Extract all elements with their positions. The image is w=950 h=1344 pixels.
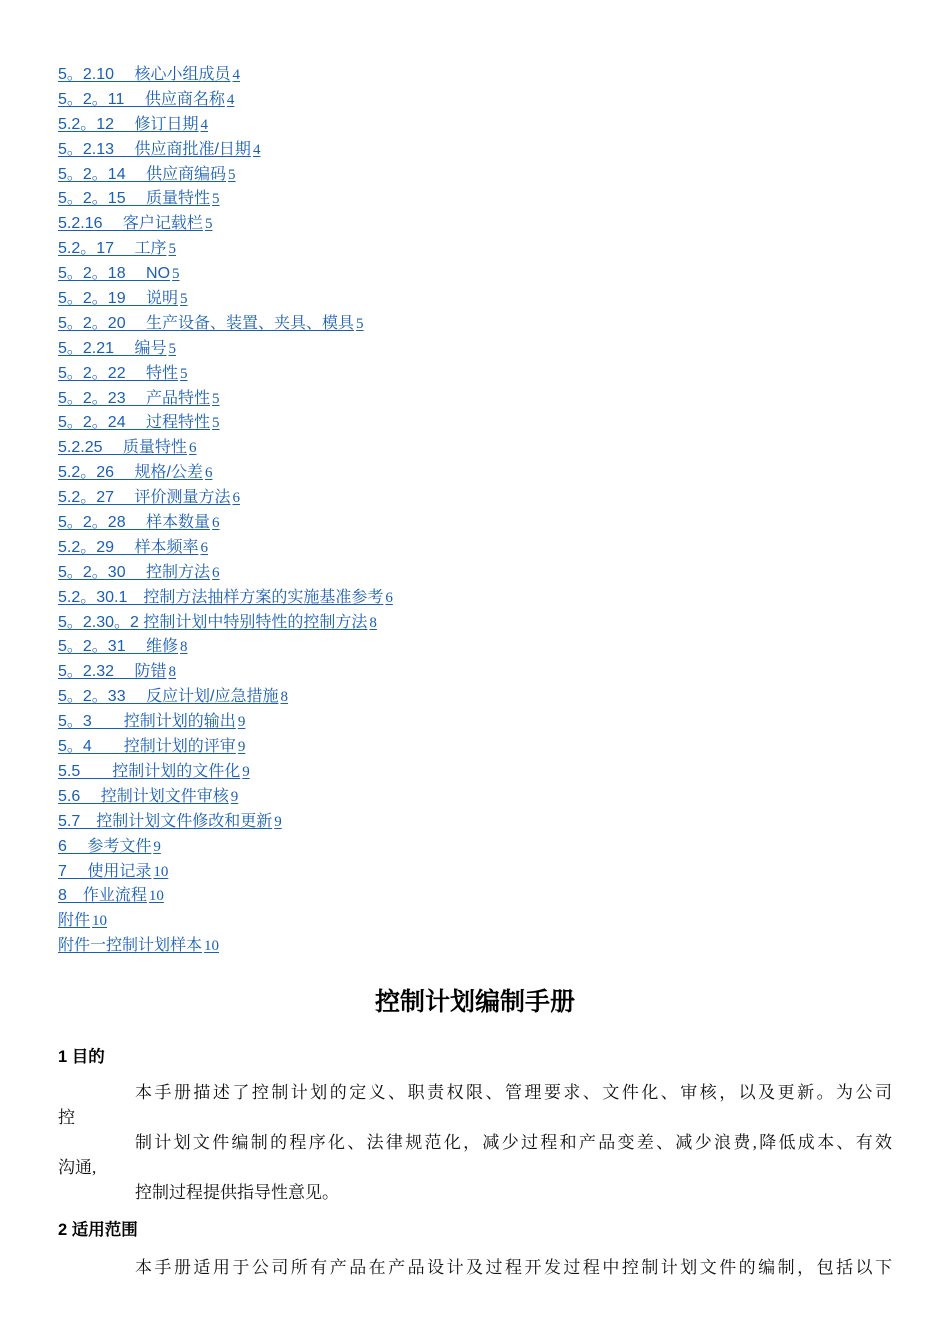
toc-link[interactable]: [58, 237, 918, 262]
section-heading-purpose: 1 目的: [58, 1048, 105, 1066]
toc-link[interactable]: [58, 511, 918, 536]
toc-link[interactable]: [58, 909, 918, 934]
toc-link-label: 5.2。27 评价测量方法: [58, 489, 231, 507]
toc-page-number: 6: [232, 490, 240, 507]
purpose-paragraph-line-3: 控制过程提供指导性意见。: [135, 1183, 339, 1202]
toc-link[interactable]: [58, 536, 918, 561]
toc-link[interactable]: [58, 486, 918, 511]
toc-link-label: 附件: [58, 912, 91, 930]
toc-page-number: 4: [200, 116, 208, 133]
toc-page-number: 8: [369, 614, 377, 631]
toc-page-number: 5: [172, 266, 180, 283]
toc-link[interactable]: [58, 212, 918, 237]
toc-link[interactable]: [58, 735, 918, 760]
toc-link-label: 5.7 控制计划文件修改和更新: [58, 812, 273, 830]
toc-link-label: 5.2。26 规格/公差: [58, 464, 203, 482]
toc-link[interactable]: [58, 586, 918, 611]
toc-link[interactable]: [58, 785, 918, 810]
toc-link-label: 5。2.13 供应商批准/日期: [58, 140, 251, 158]
toc-page-number: 10: [148, 888, 164, 905]
toc-link-label: 8 作业流程: [58, 887, 147, 905]
toc-page-number: 10: [92, 913, 108, 930]
toc-link[interactable]: [58, 262, 918, 287]
toc-page-number: 10: [153, 863, 169, 880]
toc-link[interactable]: [58, 710, 918, 735]
toc-page-number: 4: [226, 91, 235, 108]
toc-link-label: 5。2。24 过程特性: [58, 414, 211, 432]
toc-link[interactable]: [58, 312, 918, 337]
toc-link[interactable]: [58, 337, 918, 362]
toc-link-label: 5.6 控制计划文件审核: [58, 787, 229, 805]
toc-link[interactable]: [58, 461, 918, 486]
toc-link-label: 5。2。14 供应商编码: [58, 165, 227, 183]
toc-link-label: 5.2。29 样本频率: [58, 538, 199, 556]
toc-link[interactable]: [58, 611, 918, 636]
toc-link-label: 5。2。28 样本数量: [58, 514, 211, 532]
toc-page-number: 5: [212, 191, 220, 208]
toc-link-label: 5。2。19 说明: [58, 290, 179, 308]
toc-page-number: 6: [212, 564, 220, 581]
toc-page-number: 5: [180, 365, 188, 382]
toc-link[interactable]: [58, 113, 918, 138]
toc-link[interactable]: [58, 835, 918, 860]
purpose-paragraph-line-1: 本手册描述了控制计划的定义、职责权限、管理要求、文件化、审核，以及更新。为公司: [135, 1083, 892, 1102]
toc-page-number: 5: [212, 390, 220, 407]
toc-link[interactable]: [58, 138, 918, 163]
toc-page-number: 6: [204, 465, 213, 482]
toc-link[interactable]: [58, 760, 918, 785]
toc-link[interactable]: [58, 635, 918, 660]
toc-link-label: 5.2.16 客户记载栏: [58, 215, 203, 233]
toc-link[interactable]: [58, 685, 918, 710]
toc-link-label: 5。2.30。2 控制计划中特别特性的控制方法: [58, 613, 368, 631]
toc-page-number: 8: [280, 689, 288, 706]
toc-link-label: 5。2。15 质量特性: [58, 190, 211, 208]
toc-link[interactable]: [58, 884, 918, 909]
section-heading-scope: 2 适用范围: [58, 1221, 138, 1239]
toc-page-number: 4: [252, 141, 261, 158]
toc-page-number: 6: [188, 440, 197, 457]
toc-page-number: 6: [200, 539, 208, 556]
toc-link[interactable]: [58, 287, 918, 312]
toc-link-label: 5.5 控制计划的文件化: [58, 762, 241, 780]
toc-link[interactable]: [58, 88, 918, 113]
toc-link-label: 5.2.25 质量特性: [58, 439, 187, 457]
toc-link-label: 5。2。31 维修: [58, 638, 179, 656]
toc-link[interactable]: [58, 436, 918, 461]
toc-link[interactable]: [58, 362, 918, 387]
toc-page-number: 9: [230, 788, 239, 805]
toc-link[interactable]: [58, 860, 918, 885]
toc-page-number: 6: [385, 589, 393, 606]
toc-link[interactable]: [58, 187, 918, 212]
toc-page-number: 9: [237, 739, 246, 756]
toc-page-number: 8: [180, 639, 188, 656]
toc-page-number: 5: [168, 340, 176, 357]
toc-link-label: 5。2。23 产品特性: [58, 389, 211, 407]
toc-link-label: 6 参考文件: [58, 837, 152, 855]
toc-page-number: 5: [212, 415, 220, 432]
table-of-contents: [58, 63, 918, 959]
toc-page-number: 5: [356, 315, 364, 332]
toc-link[interactable]: [58, 934, 918, 959]
toc-link-label: 5。2。11 供应商名称: [58, 90, 225, 108]
purpose-paragraph-line-2-wrap: 沟通,: [58, 1158, 97, 1177]
toc-link[interactable]: [58, 411, 918, 436]
toc-link[interactable]: [58, 63, 918, 88]
toc-link-label: 5.2。17 工序: [58, 240, 167, 258]
toc-page-number: 9: [274, 813, 282, 830]
toc-link-label: 5。2.10 核心小组成员: [58, 66, 231, 83]
toc-link-label: 5。2。30 控制方法: [58, 563, 211, 581]
toc-page-number: 5: [168, 241, 176, 258]
toc-page-number: 5: [180, 291, 188, 308]
toc-page-number: 5: [228, 166, 236, 183]
toc-link-label: 5。2。18 NO: [58, 265, 171, 283]
toc-link-label: 5。2。20 生产设备、装置、夹具、模具: [58, 314, 355, 332]
purpose-paragraph-line-2: 制计划文件编制的程序化、法律规范化，减少过程和产品变差、减少浪费,降低成本、有效: [135, 1133, 892, 1152]
toc-link-label: 5。3 控制计划的输出: [58, 713, 236, 731]
toc-link-label: 5。2。33 反应计划/应急措施: [58, 688, 279, 706]
toc-page-number: 6: [212, 515, 220, 532]
toc-link[interactable]: [58, 660, 918, 685]
document-title: 控制计划编制手册: [374, 988, 575, 1016]
toc-link-label: 5.2。12 修订日期: [58, 115, 199, 133]
toc-page-number: 9: [153, 838, 161, 855]
toc-link-label: 附件一控制计划样本: [58, 937, 203, 955]
toc-link-label: 5。4 控制计划的评审: [58, 738, 236, 756]
toc-link[interactable]: [58, 561, 918, 586]
toc-link[interactable]: [58, 387, 918, 412]
toc-page-number: 10: [204, 938, 220, 955]
toc-page-number: 4: [232, 67, 240, 83]
toc-link[interactable]: [58, 163, 918, 188]
purpose-paragraph-line-1-wrap: 控: [58, 1108, 75, 1127]
toc-link-label: 5。2。22 特性: [58, 364, 179, 382]
toc-page-number: 5: [204, 216, 213, 233]
toc-link-label: 5。2.21 编号: [58, 339, 167, 357]
toc-page-number: 9: [237, 714, 246, 731]
toc-page-number: 8: [168, 664, 176, 681]
toc-page-number: 9: [242, 763, 250, 780]
toc-link-label: 5.2。30.1 控制方法抽样方案的实施基准参考: [58, 588, 384, 606]
scope-paragraph-line-1: 本手册适用于公司所有产品在产品设计及过程开发过程中控制计划文件的编制，包括以下: [135, 1258, 892, 1277]
toc-link-label: 7 使用记录: [58, 862, 152, 880]
toc-link-label: 5。2.32 防错: [58, 663, 167, 681]
toc-link[interactable]: [58, 810, 918, 835]
